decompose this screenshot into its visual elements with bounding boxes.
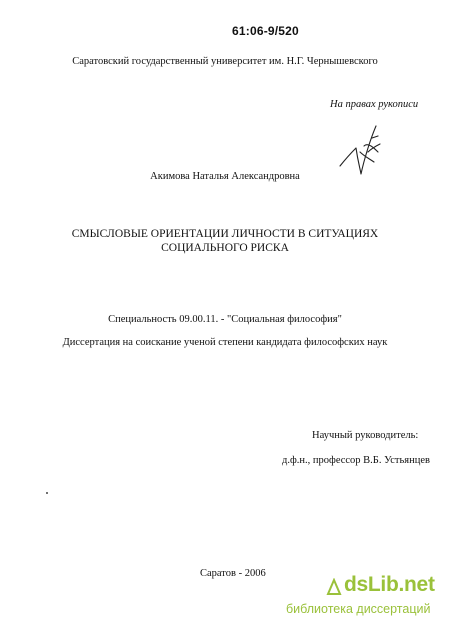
university-name: Саратовский государственный университет им. Н.Г. Чернышевского — [72, 56, 378, 67]
author-name: Акимова Наталья Александровна — [150, 171, 300, 182]
dissertation-title-line-2: СОЦИАЛЬНОГО РИСКА — [161, 242, 289, 254]
city-year: Саратов - 2006 — [200, 568, 266, 579]
scan-artifact — [46, 492, 48, 494]
registry-number: 61:06-9/520 — [232, 24, 299, 38]
supervisor-label: Научный руководитель: — [312, 430, 419, 441]
watermark-logo-text: dsLib.net — [344, 573, 435, 596]
supervisor-name: д.ф.н., профессор В.Б. Устьянцев — [282, 455, 430, 466]
watermark-subtitle: библиотека диссертаций — [286, 602, 431, 616]
specialty: Специальность 09.00.11. - "Социальная философия" — [108, 314, 342, 325]
dslib-watermark — [286, 573, 446, 621]
degree-statement: Диссертация на соискание ученой степени кандидата философских наук — [62, 337, 388, 348]
dslib-logo-icon — [326, 578, 342, 596]
rights-notice: На правах рукописи — [330, 99, 419, 110]
dissertation-title-line-1: СМЫСЛОВЫЕ ОРИЕНТАЦИИ ЛИЧНОСТИ В СИТУАЦИЯХ — [71, 228, 379, 240]
